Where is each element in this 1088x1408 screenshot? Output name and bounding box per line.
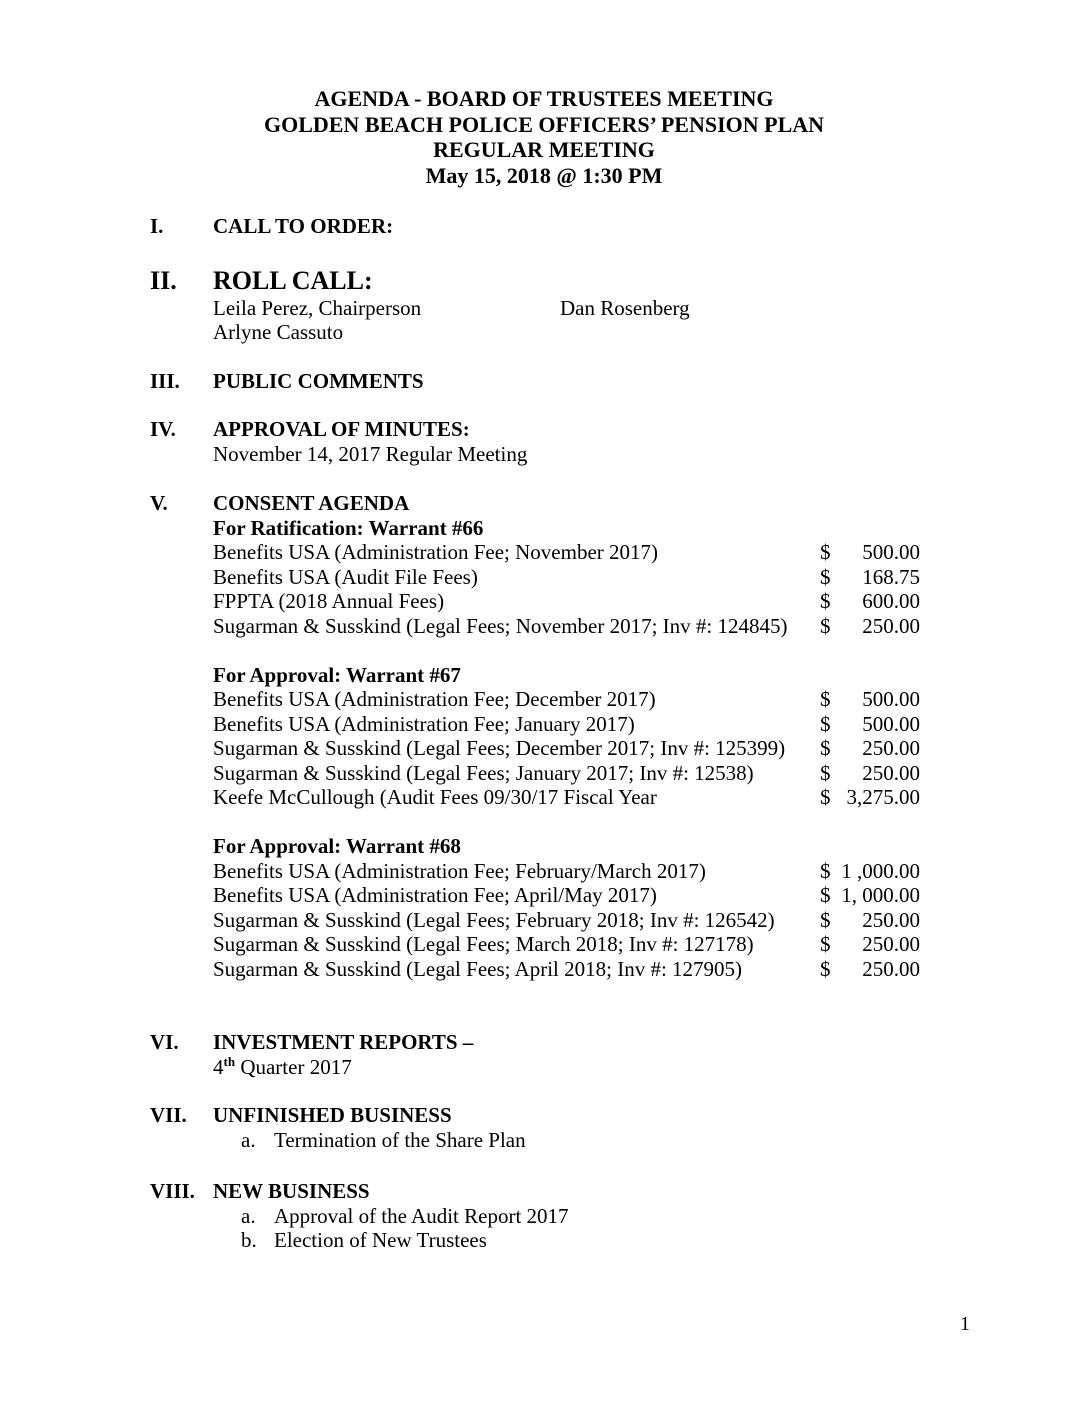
- expense-description: Sugarman & Susskind (Legal Fees; March 2018; Inv #: 127178): [213, 932, 754, 956]
- expense-row: [213, 614, 920, 639]
- expense-amount: 1 ,000.00: [841, 858, 920, 883]
- expense-amount: 250.00: [862, 956, 920, 981]
- currency-sign: $: [820, 711, 831, 736]
- currency-sign: $: [820, 785, 831, 809]
- expense-row: [213, 908, 920, 933]
- expense-description: Sugarman & Susskind (Legal Fees; February 2018; Inv #: 126542): [213, 907, 775, 932]
- agenda-sub-item: [241, 1128, 920, 1153]
- currency-sign: $: [820, 589, 831, 613]
- expense-row: [213, 785, 920, 810]
- title-line-1: AGENDA - BOARD OF TRUSTEES MEETING: [314, 86, 774, 111]
- sub-item-text: Termination of the Share Plan: [274, 1127, 526, 1152]
- document-title-block: [0, 0, 1088, 188]
- title-line-2: GOLDEN BEACH POLICE OFFICERS’ PENSION PLAN: [263, 111, 825, 137]
- expense-amount: 168.75: [862, 564, 920, 589]
- expense-description: Benefits USA (Administration Fee; November 2017): [213, 540, 659, 564]
- expense-row: [213, 540, 920, 565]
- expense-amount: 500.00: [862, 540, 920, 564]
- section-numeral: III.: [150, 368, 180, 393]
- quarter-number: 4: [213, 1054, 224, 1079]
- expense-description: Sugarman & Susskind (Legal Fees; November 2017; Inv #: 124845): [213, 613, 788, 638]
- expense-description: FPPTA (2018 Annual Fees): [213, 589, 445, 613]
- expense-row: [213, 932, 920, 957]
- warrant-66-block: [213, 516, 920, 639]
- section-roll-call: [150, 266, 920, 345]
- currency-sign: $: [820, 540, 831, 564]
- section-public-comments: [150, 369, 920, 394]
- sub-item-marker: b.: [241, 1228, 257, 1252]
- currency-sign: $: [820, 760, 831, 785]
- sub-item-text: Election of New Trustees: [274, 1228, 487, 1252]
- attendee-name: Leila Perez, Chairperson: [213, 295, 422, 320]
- agenda-sub-item: [241, 1228, 920, 1253]
- expense-amount: 600.00: [862, 589, 920, 613]
- warrant-heading: For Approval: Warrant #67: [213, 662, 461, 687]
- document-body: [0, 214, 920, 1253]
- warrant-68-block: [213, 834, 920, 981]
- section-numeral: VIII.: [150, 1179, 195, 1203]
- expense-row: [213, 761, 920, 786]
- expense-description: Benefits USA (Administration Fee; December 2017): [213, 687, 656, 711]
- section-unfinished-business: [150, 1103, 920, 1152]
- expense-amount: 3,275.00: [846, 785, 920, 809]
- section-numeral: VII.: [150, 1103, 187, 1127]
- section-numeral: II.: [150, 265, 177, 295]
- warrant-heading: For Approval: Warrant #68: [213, 834, 461, 858]
- expense-amount: 250.00: [862, 932, 920, 956]
- expense-description: Benefits USA (Administration Fee; February/March 2017): [213, 858, 706, 883]
- section-numeral: I.: [150, 214, 164, 238]
- currency-sign: $: [820, 907, 831, 932]
- expense-amount: 500.00: [862, 687, 920, 711]
- expense-amount: 250.00: [862, 613, 920, 638]
- sub-item-marker: a.: [241, 1203, 256, 1228]
- section-numeral: VI.: [150, 1030, 179, 1054]
- expense-row: [213, 712, 920, 737]
- sub-item-text: Approval of the Audit Report 2017: [274, 1203, 569, 1228]
- attendee-name: Dan Rosenberg: [560, 295, 690, 320]
- section-title: UNFINISHED BUSINESS: [213, 1103, 452, 1127]
- title-line-4: May 15, 2018 @ 1:30 PM: [425, 162, 663, 188]
- section-title: APPROVAL OF MINUTES:: [213, 417, 470, 441]
- quarter-rest: Quarter 2017: [235, 1054, 352, 1079]
- expense-description: Benefits USA (Administration Fee; January 2017): [213, 711, 635, 736]
- currency-sign: $: [820, 613, 831, 638]
- section-title: NEW BUSINESS: [213, 1179, 370, 1203]
- quarter-subtitle: [213, 1055, 920, 1080]
- section-numeral: V.: [150, 491, 168, 515]
- title-line-3: REGULAR MEETING: [433, 137, 655, 162]
- expense-row: [213, 957, 920, 982]
- agenda-sub-item: [241, 1204, 920, 1229]
- expense-description: Benefits USA (Audit File Fees): [213, 564, 478, 589]
- expense-row: [213, 589, 920, 614]
- attendee-name: Arlyne Cassuto: [213, 320, 344, 344]
- minutes-subtitle: November 14, 2017 Regular Meeting: [213, 441, 528, 466]
- currency-sign: $: [820, 736, 831, 760]
- expense-amount: 250.00: [862, 736, 920, 760]
- section-title: CALL TO ORDER:: [213, 214, 394, 238]
- section-numeral: IV.: [150, 417, 176, 441]
- expense-row: [213, 736, 920, 761]
- currency-sign: $: [820, 687, 831, 711]
- expense-row: [213, 859, 920, 884]
- section-new-business: [150, 1179, 920, 1253]
- expense-amount: 250.00: [862, 760, 920, 785]
- expense-amount: 1, 000.00: [841, 883, 920, 907]
- expense-amount: 250.00: [862, 907, 920, 932]
- section-title: INVESTMENT REPORTS –: [213, 1030, 474, 1054]
- expense-description: Sugarman & Susskind (Legal Fees; April 2018; Inv #: 127905): [213, 956, 743, 981]
- sub-item-marker: a.: [241, 1127, 256, 1152]
- expense-row: [213, 565, 920, 590]
- section-investment-reports: [150, 1030, 920, 1079]
- currency-sign: $: [820, 932, 831, 956]
- ordinal-suffix: th: [223, 1053, 236, 1069]
- section-title: ROLL CALL:: [213, 265, 373, 295]
- currency-sign: $: [820, 883, 831, 907]
- expense-description: Keefe McCullough (Audit Fees 09/30/17 Fiscal Year: [213, 785, 657, 809]
- expense-row: [213, 687, 920, 712]
- expense-row: [213, 883, 920, 908]
- expense-description: Sugarman & Susskind (Legal Fees; December 2017; Inv #: 125399): [213, 736, 786, 760]
- section-approval-of-minutes: [150, 417, 920, 466]
- warrant-heading: For Ratification: Warrant #66: [213, 515, 484, 540]
- section-consent-agenda: [150, 491, 920, 981]
- warrant-67-block: [213, 663, 920, 810]
- currency-sign: $: [820, 956, 831, 981]
- currency-sign: $: [820, 858, 831, 883]
- currency-sign: $: [820, 564, 831, 589]
- expense-description: Sugarman & Susskind (Legal Fees; January 2017; Inv #: 12538): [213, 760, 754, 785]
- section-title: CONSENT AGENDA: [213, 491, 410, 515]
- expense-amount: 500.00: [862, 711, 920, 736]
- roll-call-row: [213, 296, 920, 321]
- section-title: PUBLIC COMMENTS: [213, 368, 424, 393]
- page-number: 1: [960, 1313, 970, 1335]
- expense-description: Benefits USA (Administration Fee; April/May 2017): [213, 883, 657, 907]
- roll-call-row: [213, 320, 920, 345]
- section-call-to-order: [150, 214, 920, 239]
